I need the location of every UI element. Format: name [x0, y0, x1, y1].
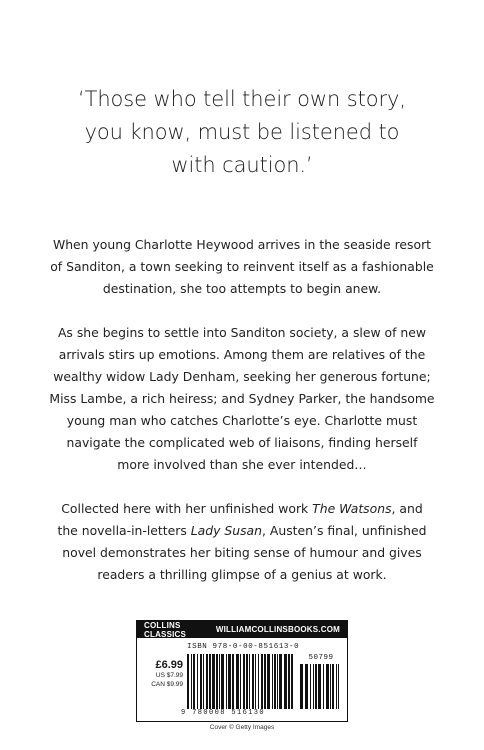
barcode-bar	[240, 654, 241, 709]
quote-line: ‘Those who tell their own story,	[78, 87, 406, 111]
barcode-bar	[279, 654, 282, 709]
website-label: WILLIAMCOLLINSBOOKS.COM	[215, 625, 340, 634]
isbn-text: ISBN 978-0-00-851613-0	[187, 643, 300, 651]
barcode-bar	[191, 654, 192, 709]
barcode-bar	[330, 664, 331, 709]
blurb-line: arrivals stirs up emotions. Among them are relatives of the	[58, 347, 426, 362]
barcode-bar	[226, 654, 227, 709]
blurb-line: readers a thrilling glimpse of a genius at work.	[97, 567, 387, 582]
barcode-bar	[187, 654, 189, 709]
quote-line: with caution.’	[171, 153, 313, 177]
blurb-line	[0, 498, 484, 520]
ean-digits: 9 780008 516130	[181, 709, 266, 717]
barcode-bar	[336, 664, 337, 709]
blurb-line: young man who catches Charlotte’s eye. Charlotte must	[66, 413, 418, 428]
blurb-line: of Sanditon, a town seeking to reinvent itself as a fashionable	[50, 259, 434, 274]
barcode-bar	[272, 654, 273, 709]
barcode-bar	[264, 654, 266, 709]
text-run: , and	[391, 501, 423, 516]
barcode-bar	[326, 664, 329, 709]
barcode-bar	[200, 654, 202, 709]
barcode-bar	[193, 654, 195, 709]
barcode-bar	[203, 654, 204, 709]
pull-quote	[0, 83, 484, 182]
cover-credit: Cover © Getty Images	[209, 724, 275, 731]
book-title-the-watsons: The Watsons	[312, 501, 392, 516]
barcode-bar	[318, 664, 321, 709]
barcode-bar	[252, 654, 254, 709]
blurb-line: novel demonstrates her biting sense of humour and gives	[62, 545, 422, 560]
price-can: CAN $9.99	[151, 681, 183, 688]
barcode-bar	[236, 654, 239, 709]
price-block	[141, 659, 183, 689]
text-run: Collected here with her unfinished work	[61, 501, 313, 516]
blurb-paragraph-1	[0, 234, 484, 300]
barcode-bar	[255, 654, 256, 709]
barcode-bar	[315, 664, 317, 709]
barcode-header	[137, 621, 347, 638]
price-uk: £6.99	[155, 659, 183, 671]
text-run: , Austen’s final, unfinished	[262, 523, 427, 538]
barcode-bar	[277, 654, 278, 709]
blurb-paragraph-2	[0, 322, 484, 476]
barcode-bar	[243, 654, 245, 709]
blurb-line: destination, she too attempts to begin anew.	[102, 281, 382, 296]
barcode-bar	[221, 654, 224, 709]
barcode-bar	[197, 654, 198, 709]
barcode-bar	[212, 654, 215, 709]
barcode-bar	[323, 664, 324, 709]
book-title-lady-susan: Lady Susan	[190, 523, 263, 538]
barcode-bar	[338, 664, 339, 709]
blurb-line: wealthy widow Lady Denham, seeking her generous fortune;	[53, 369, 431, 384]
barcode-box	[136, 620, 348, 722]
barcode-bar	[313, 664, 314, 709]
barcode-bar	[219, 654, 220, 709]
barcode-bar	[332, 664, 334, 709]
blurb-line: more involved than she ever intended…	[117, 457, 367, 472]
blurb-line: As she begins to settle into Sanditon society, a slew of new	[57, 325, 427, 340]
addon-barcode-icon	[300, 664, 342, 709]
barcode-bar	[291, 654, 293, 709]
blurb-paragraph-3	[0, 498, 484, 586]
barcode-bar	[267, 654, 270, 709]
price-us: US $7.99	[155, 672, 183, 679]
imprint-label: COLLINS CLASSICS	[144, 620, 187, 639]
blurb-line: When young Charlotte Heywood arrives in the seaside resort	[52, 237, 432, 252]
ean-barcode-icon	[187, 654, 297, 709]
barcode-bar	[284, 654, 287, 709]
barcode-bar	[249, 654, 250, 709]
barcode-bar	[228, 654, 231, 709]
barcode-bar	[258, 654, 259, 709]
barcode-bar	[300, 664, 303, 709]
barcode-bar	[274, 654, 276, 709]
quote-line: you know, must be listened to	[84, 120, 400, 144]
blurb-line: navigate the complicated web of liaisons, finding herself	[66, 435, 418, 450]
barcode-bar	[288, 654, 290, 709]
barcode-bar	[232, 654, 234, 709]
blurb-line	[0, 520, 484, 542]
barcode-bar	[305, 664, 308, 709]
barcode-bar	[206, 654, 208, 709]
barcode-bar	[209, 654, 211, 709]
addon-code: 50799	[308, 654, 334, 662]
text-run: the novella-in-letters	[57, 523, 191, 538]
barcode-bar	[310, 664, 311, 709]
blurb-line: Miss Lambe, a rich heiress; and Sydney Parker, the handsome	[49, 391, 435, 406]
barcode-bar	[216, 654, 218, 709]
barcode-bar	[246, 654, 248, 709]
barcode-bar	[261, 654, 263, 709]
